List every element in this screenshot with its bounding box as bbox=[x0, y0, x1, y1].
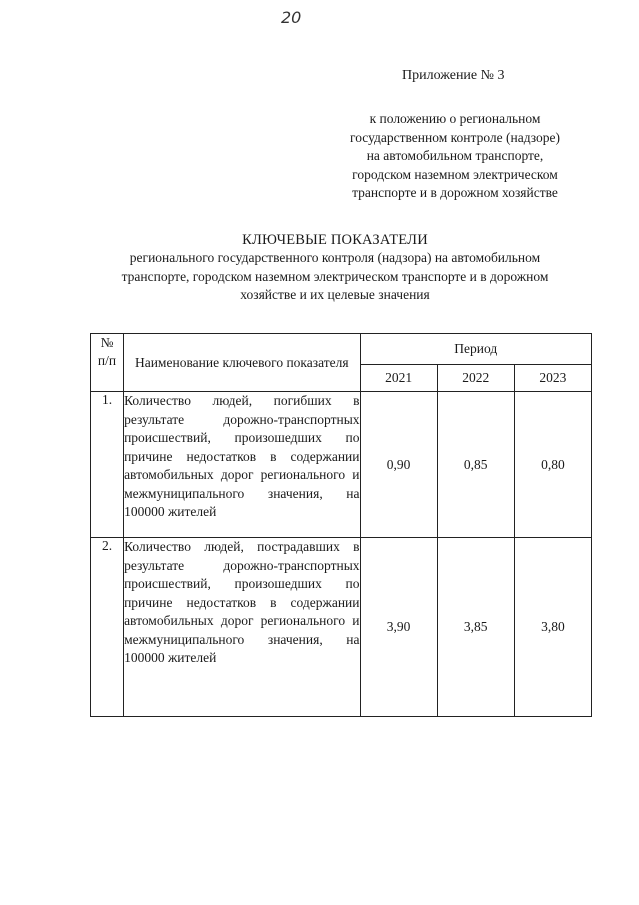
annex-subtitle-line: городском наземном электрическом bbox=[352, 166, 558, 182]
annex-subtitle-line: транспорте и в дорожном хозяйстве bbox=[352, 185, 558, 200]
kpi-table bbox=[90, 333, 592, 717]
indicator-name: Количество людей, погибших в результате дорожно-транспортных происшествий, произошедших по причине недостатков в содержании автомобильных дорог регионального и межмуниципального значения, на 100000 жителей bbox=[124, 392, 360, 538]
row-number: 1. bbox=[91, 392, 124, 538]
heading-subtitle-line: регионального государственного контроля (надзора) на автомобильном bbox=[129, 250, 541, 265]
annex-subtitle-line: на автомобильном транспорте, bbox=[366, 148, 544, 163]
heading-title: КЛЮЧЕВЫЕ ПОКАЗАТЕЛИ bbox=[242, 232, 428, 248]
indicator-value-2022: 0,85 bbox=[437, 392, 514, 538]
indicator-value-2023: 0,80 bbox=[514, 392, 591, 538]
header-year-2022: 2022 bbox=[437, 365, 514, 392]
heading-subtitle-line: хозяйстве и их целевые значения bbox=[240, 287, 430, 302]
indicator-value-2023: 3,80 bbox=[514, 538, 591, 717]
annex-subtitle-line: к положению о региональном bbox=[369, 111, 541, 126]
table-row bbox=[91, 538, 592, 717]
header-period: Период bbox=[360, 334, 591, 365]
indicator-value-2021: 3,90 bbox=[360, 538, 437, 717]
heading-subtitle bbox=[80, 249, 590, 305]
header-number bbox=[91, 334, 124, 392]
annex-subtitle bbox=[330, 110, 580, 203]
page-number: 20 bbox=[281, 8, 302, 27]
annex-subtitle-line: государственном контроле (надзоре) bbox=[350, 129, 560, 145]
header-year-2023: 2023 bbox=[514, 365, 591, 392]
table-row bbox=[91, 392, 592, 538]
heading-subtitle-line: транспорте, городском наземном электрическом транспорте и в дорожном bbox=[121, 268, 549, 284]
indicator-value-2021: 0,90 bbox=[360, 392, 437, 538]
annex-title: Приложение № 3 bbox=[402, 68, 505, 83]
header-number-line: п/п bbox=[97, 353, 117, 368]
header-indicator-name: Наименование ключевого показателя bbox=[124, 334, 360, 392]
header-number-line: № bbox=[100, 335, 114, 350]
row-number: 2. bbox=[91, 538, 124, 717]
indicator-name: Количество людей, пострадавших в результате дорожно-транспортных происшествий, произошедших по причине недостатков в содержании автомобильных дорог регионального и межмуниципального значения, на 100000 жителей bbox=[124, 538, 360, 717]
header-year-2021: 2021 bbox=[360, 365, 437, 392]
indicator-value-2022: 3,85 bbox=[437, 538, 514, 717]
document-heading bbox=[80, 232, 590, 305]
